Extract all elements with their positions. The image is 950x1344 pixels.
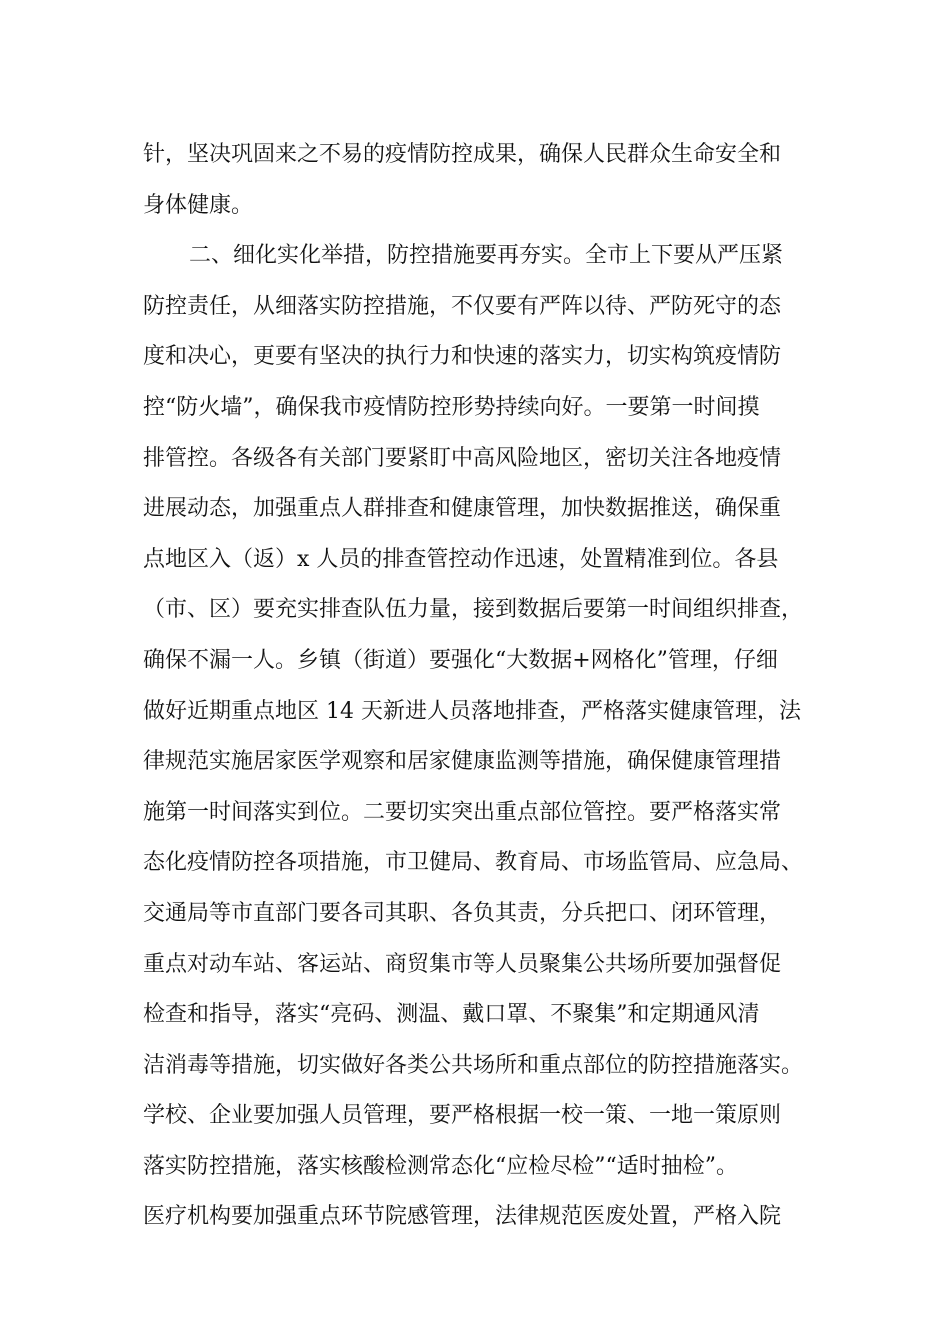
text-line-22: 医疗机构要加强重点环节院感管理，法律规范医废处置，严格入院 <box>143 1204 782 1230</box>
text-line-2: 身体健康。 <box>143 192 254 218</box>
text-line-20: 学校、企业要加强人员管理，要严格根据一校一策、一地一策原则 <box>143 1103 782 1129</box>
text-line-16: 交通局等市直部门要各司其职、各负其责，分兵把口、闭环管理， <box>143 900 782 926</box>
text-line-19: 洁消毒等措施，切实做好各类公共场所和重点部位的防控措施落实。 <box>143 1052 804 1078</box>
text-line-15: 态化疫情防控各项措施，市卫健局、教育局、市场监管局、应急局、 <box>143 850 804 876</box>
text-line-14: 施第一时间落实到位。二要切实突出重点部位管控。要严格落实常 <box>143 799 782 825</box>
text-line-12: 做好近期重点地区 14 天新进人员落地排查，严格落实健康管理，法 <box>143 698 801 724</box>
text-line-9: 点地区入（返）x 人员的排查管控动作迅速，处置精准到位。各县 <box>143 546 779 572</box>
text-line-1: 针，坚决巩固来之不易的疫情防控成果，确保人民群众生命安全和 <box>143 142 782 167</box>
text-line-17: 重点对动车站、客运站、商贸集市等人员聚集公共场所要加强督促 <box>143 951 782 977</box>
text-line-21: 落实防控措施，落实核酸检测常态化“应检尽检”“适时抽检”。 <box>143 1153 738 1179</box>
text-line-13: 律规范实施居家医学观察和居家健康监测等措施，确保健康管理措 <box>143 749 782 775</box>
text-line-4: 防控责任，从细落实防控措施，不仅要有严阵以待、严防死守的态 <box>143 293 782 319</box>
text-line-7: 排管控。各级各有关部门要紧盯中高风险地区，密切关注各地疫情 <box>143 445 782 471</box>
text-line-10: （市、区）要充实排查队伍力量，接到数据后要第一时间组织排查， <box>143 597 804 623</box>
text-line-5: 度和决心，更要有坚决的执行力和快速的落实力，切实构筑疫情防 <box>143 344 782 370</box>
text-line-6: 控“防火墙”，确保我市疫情防控形势持续向好。一要第一时间摸 <box>143 394 760 420</box>
text-line-11: 确保不漏一人。乡镇（街道）要强化“大数据+网格化”管理，仔细 <box>143 647 778 673</box>
text-line-8: 进展动态，加强重点人群排查和健康管理，加快数据推送，确保重 <box>143 496 782 522</box>
body-text <box>143 130 843 1243</box>
section-heading-paragraph-start: 二、细化实化举措，防控措施要再夯实。全市上下要从严压紧 <box>189 243 784 269</box>
text-line-18: 检查和指导，落实“亮码、测温、戴口罩、不聚集”和定期通风清 <box>143 1002 760 1028</box>
